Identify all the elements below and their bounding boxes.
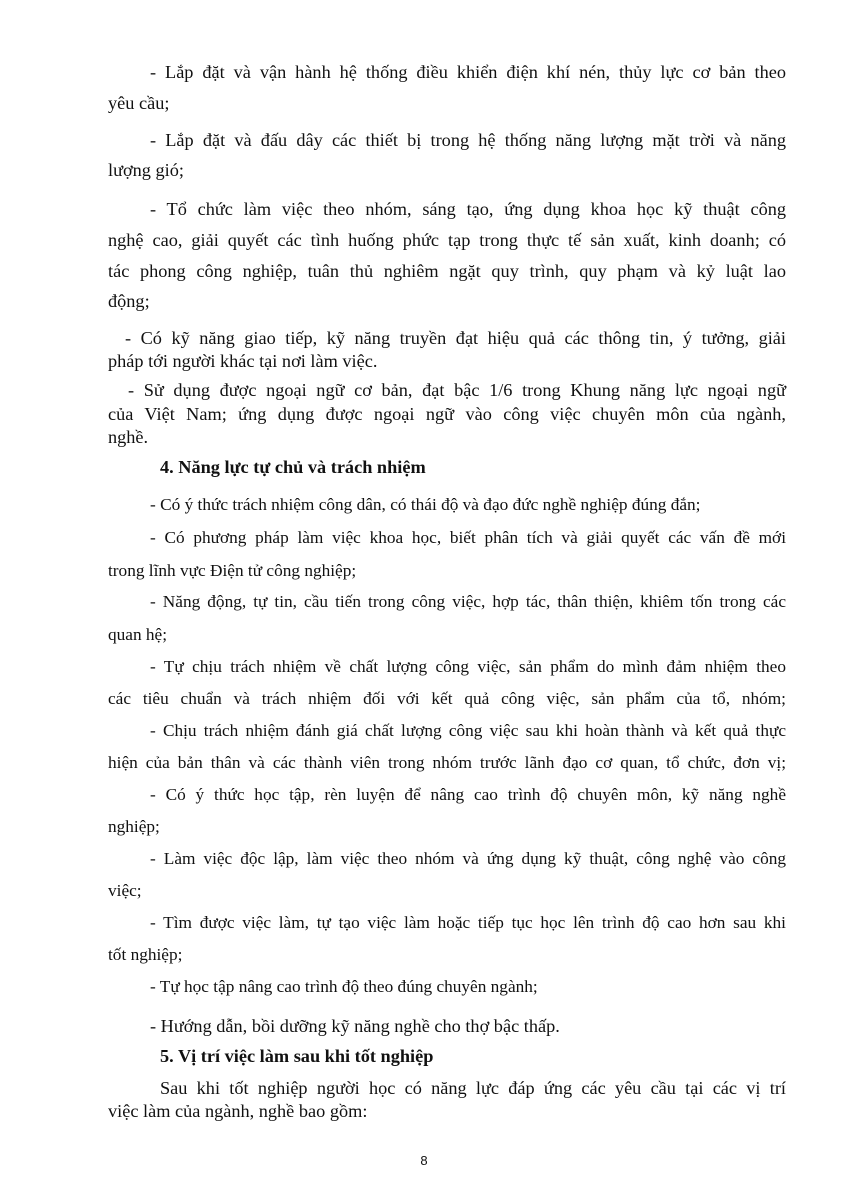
paragraph-line: quan hệ; bbox=[108, 625, 168, 644]
paragraph-line: của Việt Nam; ứng dụng được ngoại ngữ vào công việc chuyên môn của ngành, bbox=[108, 404, 786, 424]
paragraph-line: trong lĩnh vực Điện tử công nghiệp; bbox=[108, 561, 357, 580]
paragraph-line: - Lắp đặt và vận hành hệ thống điều khiển điện khí nén, thủy lực cơ bản theo bbox=[150, 62, 786, 82]
paragraph-line: việc; bbox=[108, 881, 142, 900]
paragraph-line: - Tổ chức làm việc theo nhóm, sáng tạo, ứng dụng khoa học kỹ thuật công bbox=[150, 199, 786, 219]
paragraph-line: nghiệp; bbox=[108, 817, 160, 836]
paragraph-line: - Có ý thức trách nhiệm công dân, có thái độ và đạo đức nghề nghiệp đúng đắn; bbox=[150, 495, 701, 514]
paragraph-line: lượng gió; bbox=[108, 160, 184, 180]
paragraph-line: việc làm của ngành, nghề bao gồm: bbox=[108, 1101, 368, 1121]
paragraph-line: - Tìm được việc làm, tự tạo việc làm hoặc tiếp tục học lên trình độ cao hơn sau khi bbox=[150, 913, 786, 932]
paragraph-line: - Tự học tập nâng cao trình độ theo đúng chuyên ngành; bbox=[150, 977, 538, 996]
paragraph-line: - Sử dụng được ngoại ngữ cơ bản, đạt bậc 1/6 trong Khung năng lực ngoại ngữ bbox=[128, 380, 786, 400]
paragraph-line: - Tự chịu trách nhiệm về chất lượng công việc, sản phẩm do mình đảm nhiệm theo bbox=[150, 657, 786, 676]
paragraph-line: - Lắp đặt và đấu dây các thiết bị trong hệ thống năng lượng mặt trời và năng bbox=[150, 130, 786, 150]
paragraph-line: động; bbox=[108, 291, 150, 311]
paragraph-line: pháp tới người khác tại nơi làm việc. bbox=[108, 351, 378, 371]
paragraph-line: nghệ cao, giải quyết các tình huống phức tạp trong thực tế sản xuất, kinh doanh; có bbox=[108, 230, 786, 250]
paragraph-line: - Làm việc độc lập, làm việc theo nhóm và ứng dụng kỹ thuật, công nghệ vào công bbox=[150, 849, 786, 868]
paragraph-line: hiện của bản thân và các thành viên trong nhóm trước lãnh đạo cơ quan, tổ chức, đơn vị; bbox=[108, 753, 786, 772]
page-number: 8 bbox=[420, 1153, 428, 1168]
paragraph-line: yêu cầu; bbox=[108, 93, 170, 113]
section-heading: 4. Năng lực tự chủ và trách nhiệm bbox=[160, 457, 426, 477]
paragraph-line: - Có phương pháp làm việc khoa học, biết phân tích và giải quyết các vấn đề mới bbox=[150, 528, 786, 547]
paragraph-line: - Năng động, tự tin, cầu tiến trong công việc, hợp tác, thân thiện, khiêm tốn trong các bbox=[150, 592, 786, 611]
paragraph-line: - Có ý thức học tập, rèn luyện để nâng cao trình độ chuyên môn, kỹ năng nghề bbox=[150, 785, 786, 804]
paragraph-line: Sau khi tốt nghiệp người học có năng lực đáp ứng các yêu cầu tại các vị trí bbox=[160, 1078, 786, 1098]
section-heading: 5. Vị trí việc làm sau khi tốt nghiệp bbox=[160, 1046, 434, 1066]
paragraph-line: các tiêu chuẩn và trách nhiệm đối với kết quả công việc, sản phẩm của tổ, nhóm; bbox=[108, 689, 786, 708]
paragraph-line: tác phong công nghiệp, tuân thủ nghiêm ngặt quy trình, quy phạm và kỷ luật lao bbox=[108, 261, 786, 281]
paragraph-line: nghề. bbox=[108, 427, 149, 447]
paragraph-line: - Chịu trách nhiệm đánh giá chất lượng công việc sau khi hoàn thành và kết quả thực bbox=[150, 721, 786, 740]
paragraph-line: - Có kỹ năng giao tiếp, kỹ năng truyền đạt hiệu quả các thông tin, ý tưởng, giải bbox=[125, 328, 786, 348]
paragraph-line: - Hướng dẫn, bồi dưỡng kỹ năng nghề cho thợ bậc thấp. bbox=[150, 1016, 560, 1036]
paragraph-line: tốt nghiệp; bbox=[108, 945, 183, 964]
